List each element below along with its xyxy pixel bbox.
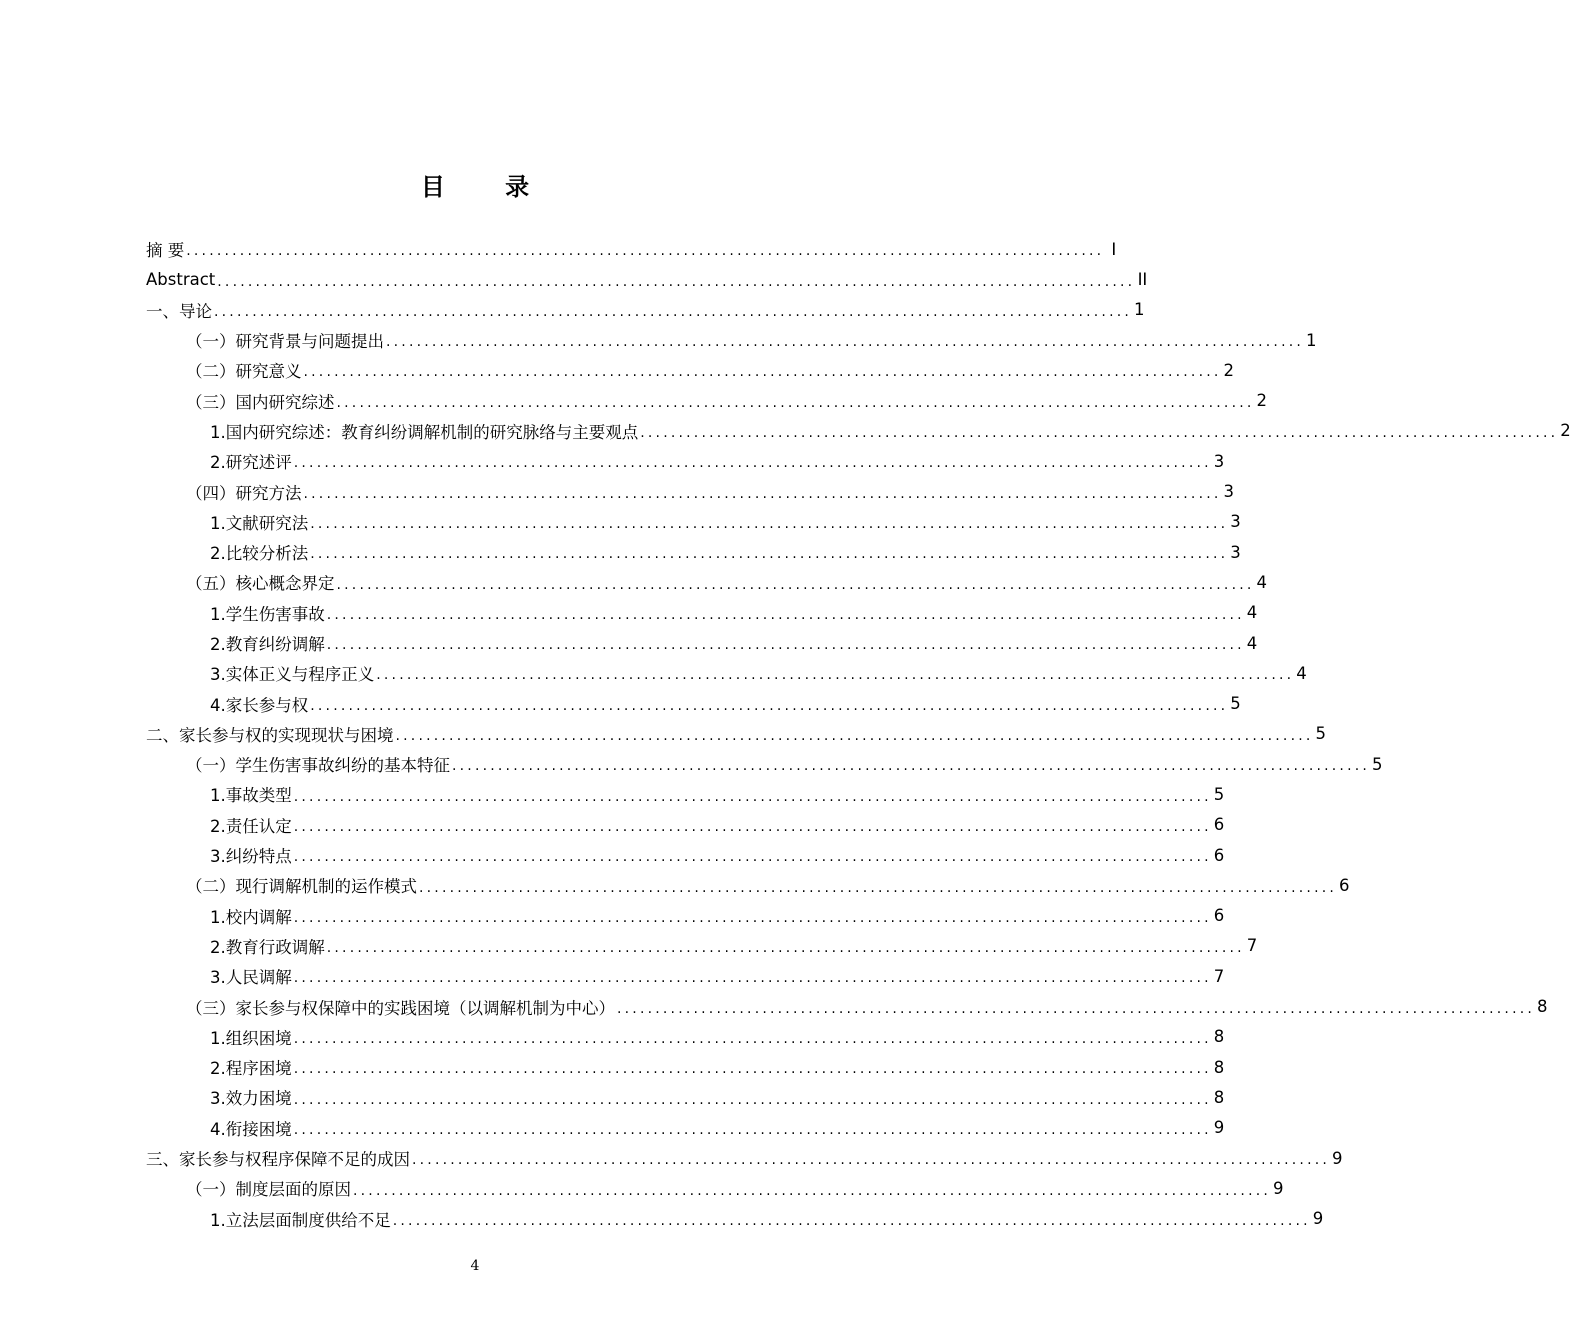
toc-entry-title: 1.事故类型 [210, 786, 292, 806]
toc-entry-title: 3.实体正义与程序正义 [210, 665, 375, 685]
toc-entry[interactable] [146, 1204, 1324, 1234]
toc-entry[interactable] [146, 264, 1148, 294]
toc-entry[interactable] [146, 355, 1235, 385]
toc-entry-page: 5 [1230, 694, 1241, 714]
toc-entry[interactable] [146, 658, 1307, 688]
toc-entry[interactable] [146, 688, 1241, 718]
toc-entry[interactable] [146, 1052, 1225, 1082]
toc-leader-dots: ........................................................................................................................ [310, 515, 1229, 532]
toc-entry-page: 5 [1213, 784, 1225, 804]
table-of-contents [146, 234, 1571, 1234]
toc-entry-page: 2 [1223, 360, 1235, 380]
toc-entry-title: 2.教育纠纷调解 [210, 635, 325, 654]
toc-entry[interactable] [146, 961, 1225, 991]
toc-entry-title: 1.国内研究综述：教育纠纷调解机制的研究脉络与主要观点 [210, 422, 639, 442]
page-title: 目 录 [420, 173, 556, 201]
toc-leader-dots: ........................................................................................................................ [336, 394, 1255, 411]
toc-entry-title: 摘 要 [146, 241, 185, 261]
toc-entry[interactable] [146, 325, 1317, 355]
toc-entry-title: 3.人民调解 [210, 968, 292, 988]
toc-leader-dots: ........................................................................................................................ [214, 303, 1133, 320]
toc-leader-dots: ........................................................................................................................ [293, 1031, 1212, 1048]
toc-entry-page: 4 [1296, 663, 1307, 683]
toc-entry-title: 1.校内调解 [210, 907, 292, 927]
toc-leader-dots: ........................................................................................................................ [293, 1121, 1212, 1138]
toc-entry-title: （二）研究意义 [186, 362, 302, 382]
toc-entry-title: （三）家长参与权保障中的实践困境（以调解机制为中心） [186, 998, 615, 1018]
toc-entry[interactable] [146, 295, 1145, 325]
toc-entry-page: 3 [1230, 542, 1241, 562]
toc-leader-dots: ........................................................................................................................ [186, 243, 1105, 260]
toc-entry[interactable] [146, 870, 1350, 900]
toc-entry[interactable] [146, 446, 1225, 476]
toc-entry-title: 一、导论 [146, 301, 212, 321]
toc-entry-page: 9 [1213, 1118, 1225, 1138]
toc-entry-title: 2.教育行政调解 [210, 937, 325, 957]
toc-leader-dots: ........................................................................................................................ [293, 970, 1212, 987]
toc-entry-page: 9 [1332, 1148, 1343, 1168]
toc-leader-dots: ........................................................................................................................ [217, 273, 1136, 290]
page-number: 4 [470, 1258, 480, 1274]
toc-entry-page: 4 [1246, 633, 1258, 653]
toc-entry[interactable] [146, 567, 1268, 597]
toc-entry[interactable] [146, 234, 1117, 264]
toc-leader-dots: ........................................................................................................................ [392, 1212, 1311, 1229]
toc-entry[interactable] [146, 991, 1548, 1021]
toc-entry-page: I [1111, 239, 1117, 259]
toc-entry-title: 2.研究述评 [210, 453, 292, 473]
toc-entry-page: 6 [1213, 906, 1225, 926]
toc-entry-page: 2 [1560, 421, 1571, 441]
toc-entry-page: 5 [1315, 724, 1327, 744]
toc-entry[interactable] [146, 598, 1258, 628]
toc-leader-dots: ........................................................................................................................ [617, 1000, 1536, 1017]
toc-leader-dots: ........................................................................................................................ [293, 1061, 1212, 1078]
toc-entry-page: 8 [1213, 1027, 1225, 1047]
toc-entry-page: 5 [1372, 754, 1383, 774]
toc-leader-dots: ........................................................................................................................ [310, 697, 1229, 714]
toc-entry[interactable] [146, 901, 1225, 931]
toc-leader-dots: ........................................................................................................................ [293, 818, 1212, 835]
toc-entry-page: 3 [1213, 451, 1225, 471]
toc-leader-dots: ........................................................................................................................ [303, 485, 1222, 502]
toc-entry-page: 1 [1306, 330, 1317, 350]
toc-leader-dots: ........................................................................................................................ [336, 576, 1255, 593]
toc-entry-page: 3 [1230, 512, 1241, 532]
toc-leader-dots: ........................................................................................................................ [293, 849, 1212, 866]
toc-leader-dots: ........................................................................................................................ [326, 637, 1245, 654]
toc-entry-title: （一）制度层面的原因 [186, 1180, 351, 1200]
toc-entry-page: 7 [1213, 966, 1225, 986]
toc-entry-page: 4 [1246, 603, 1258, 623]
toc-entry-title: （一）研究背景与问题提出 [186, 332, 384, 352]
toc-entry[interactable] [146, 719, 1327, 749]
toc-entry[interactable] [146, 416, 1571, 446]
toc-entry-title: （四）研究方法 [186, 483, 302, 503]
toc-leader-dots: ........................................................................................................................ [386, 334, 1305, 351]
toc-entry-title: 三、家长参与权程序保障不足的成因 [146, 1150, 410, 1170]
toc-entry-page: 8 [1213, 1087, 1225, 1107]
toc-entry[interactable] [146, 1173, 1284, 1203]
toc-entry[interactable] [146, 1022, 1225, 1052]
toc-entry[interactable] [146, 1143, 1343, 1173]
toc-entry-title: 3.效力困境 [210, 1089, 292, 1109]
toc-entry-page: 9 [1273, 1178, 1284, 1198]
toc-entry-page: 4 [1256, 572, 1268, 592]
toc-entry[interactable] [146, 476, 1235, 506]
toc-entry-title: 4.家长参与权 [210, 695, 309, 715]
toc-entry-page: 6 [1339, 875, 1350, 895]
toc-entry[interactable] [146, 810, 1225, 840]
toc-leader-dots: ........................................................................................................................ [419, 879, 1338, 896]
toc-entry-page: 3 [1223, 482, 1235, 502]
toc-entry-title: 1.学生伤害事故 [210, 604, 325, 624]
toc-entry-page: II [1137, 269, 1148, 289]
toc-leader-dots: ........................................................................................................................ [310, 546, 1229, 563]
toc-entry[interactable] [146, 628, 1258, 658]
toc-leader-dots: ........................................................................................................................ [303, 364, 1222, 381]
toc-entry-title: 2.程序困境 [210, 1059, 292, 1079]
toc-entry[interactable] [146, 507, 1241, 537]
toc-entry[interactable] [146, 537, 1241, 567]
toc-entry-page: 1 [1134, 300, 1145, 320]
toc-entry-title: （二）现行调解机制的运作模式 [186, 877, 417, 897]
toc-entry[interactable] [146, 840, 1225, 870]
toc-leader-dots: ........................................................................................................................ [395, 728, 1314, 745]
toc-leader-dots: ........................................................................................................................ [293, 909, 1212, 926]
toc-entry-title: （五）核心概念界定 [186, 574, 335, 594]
toc-entry-title: 2.责任认定 [210, 816, 292, 836]
toc-entry[interactable] [146, 1113, 1225, 1143]
toc-entry-page: 7 [1246, 936, 1258, 956]
toc-entry-title: （三）国内研究综述 [186, 392, 335, 412]
toc-entry-title: 3.纠纷特点 [210, 847, 292, 867]
toc-entry-page: 8 [1213, 1057, 1225, 1077]
toc-leader-dots: ........................................................................................................................ [326, 606, 1245, 623]
toc-entry-title: 二、家长参与权的实现现状与困境 [146, 725, 394, 745]
toc-entry[interactable] [146, 779, 1225, 809]
toc-entry-title: Abstract [146, 269, 216, 289]
toc-entry[interactable] [146, 749, 1383, 779]
toc-leader-dots: ........................................................................................................................ [293, 1091, 1212, 1108]
toc-leader-dots: ........................................................................................................................ [293, 788, 1212, 805]
toc-leader-dots: ........................................................................................................................ [640, 425, 1559, 442]
toc-entry-page: 8 [1537, 997, 1548, 1017]
toc-entry-title: 2.比较分析法 [210, 544, 309, 564]
toc-leader-dots: ........................................................................................................................ [452, 758, 1371, 775]
toc-leader-dots: ........................................................................................................................ [353, 1182, 1272, 1199]
toc-entry-page: 2 [1256, 391, 1268, 411]
toc-entry-page: 6 [1213, 815, 1225, 835]
toc-entry-page: 6 [1213, 845, 1225, 865]
toc-entry-title: 4.衔接困境 [210, 1119, 292, 1139]
toc-entry[interactable] [146, 385, 1268, 415]
toc-leader-dots: ........................................................................................................................ [293, 455, 1212, 472]
toc-entry-page: 9 [1312, 1209, 1324, 1229]
toc-entry[interactable] [146, 1082, 1225, 1112]
toc-leader-dots: ........................................................................................................................ [376, 667, 1295, 684]
toc-entry[interactable] [146, 931, 1258, 961]
toc-entry-title: 1.组织困境 [210, 1028, 292, 1048]
toc-entry-title: （一）学生伤害事故纠纷的基本特征 [186, 756, 450, 776]
toc-entry-title: 1.立法层面制度供给不足 [210, 1210, 391, 1230]
toc-leader-dots: ........................................................................................................................ [412, 1152, 1331, 1169]
toc-leader-dots: ........................................................................................................................ [326, 940, 1245, 957]
toc-entry-title: 1.文献研究法 [210, 513, 309, 533]
